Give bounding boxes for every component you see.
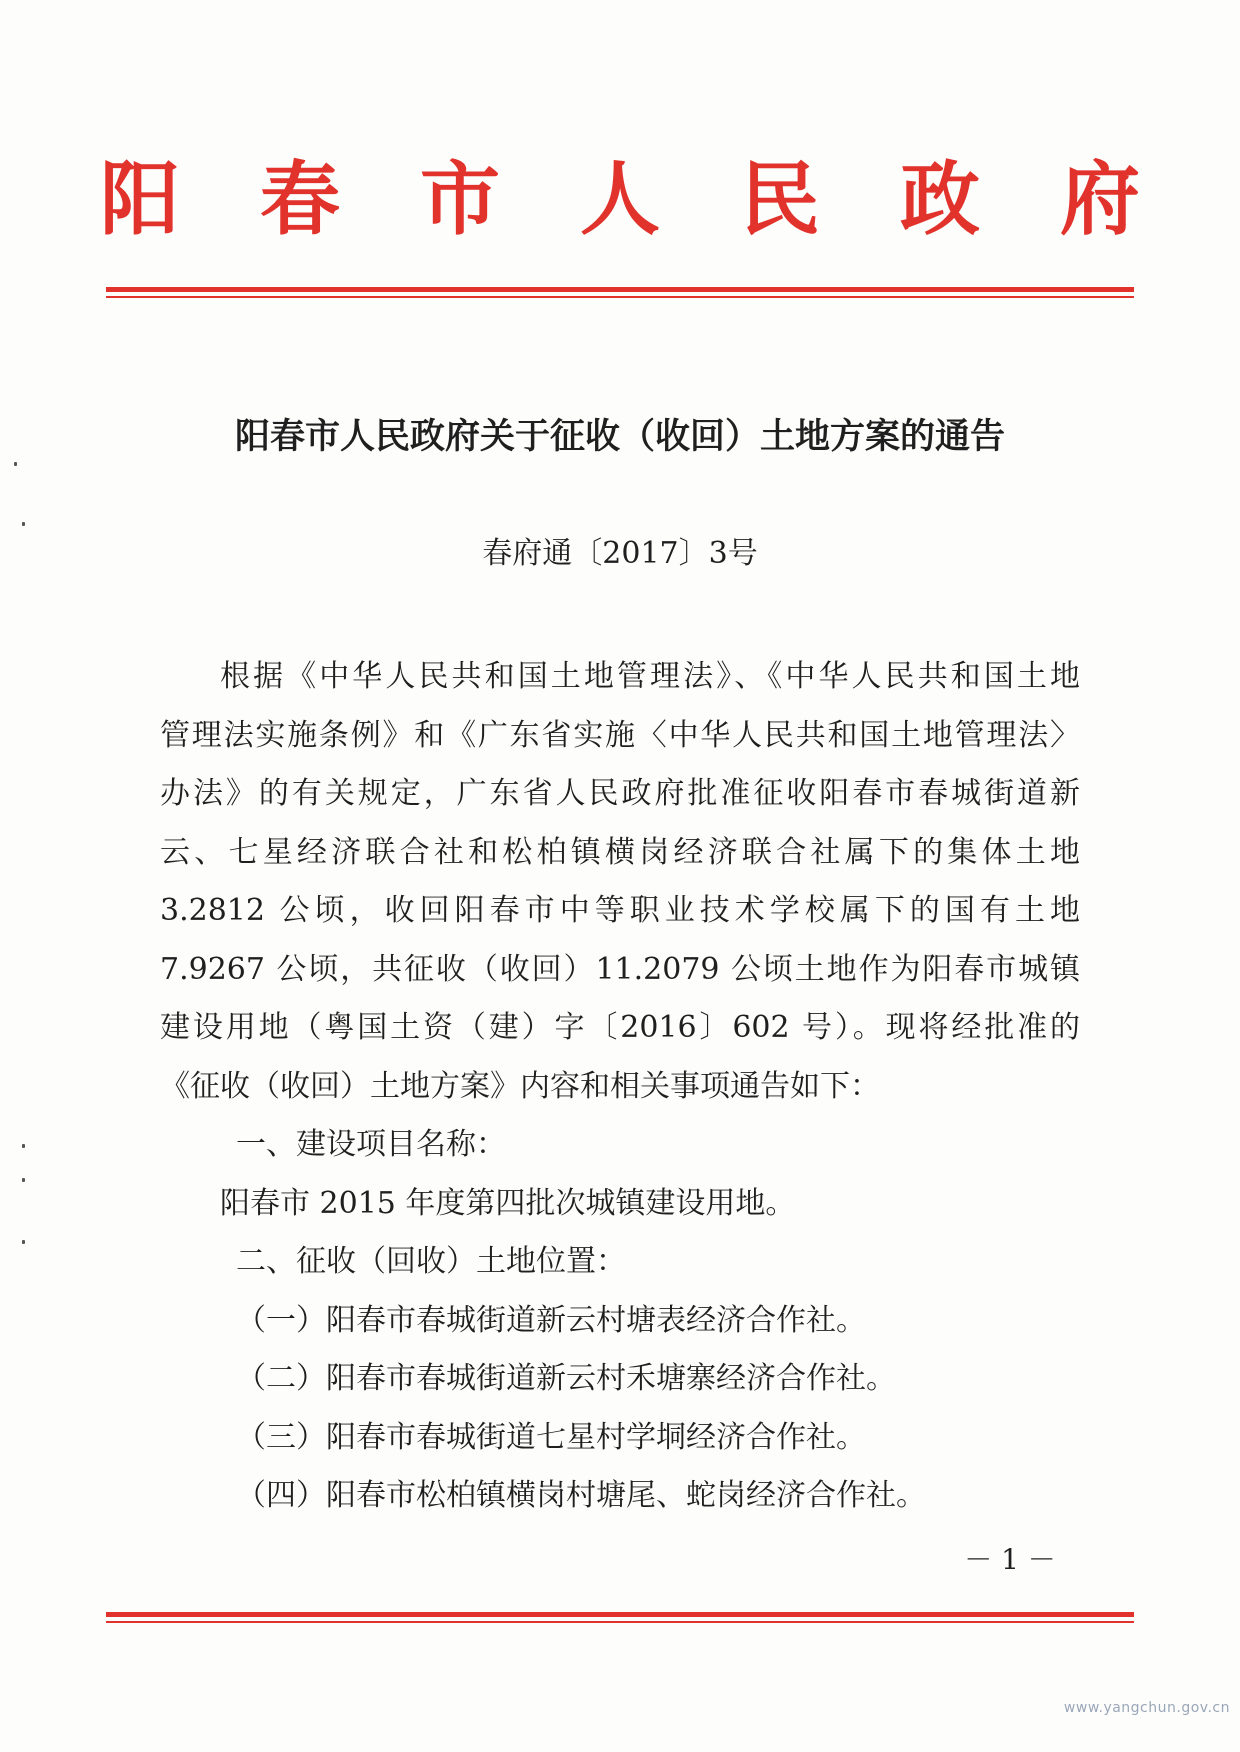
scan-speck <box>22 1240 25 1244</box>
section-heading: 二、征收（回收）土地位置： <box>236 1244 626 1279</box>
location-item: （四）阳春市松柏镇横岗村塘尾、蛇岗经济合作社。 <box>236 1478 926 1513</box>
paragraph-line: 云、七星经济联合社和松柏镇横岗经济联合社属下的集体土地 <box>160 834 1080 870</box>
scan-speck <box>22 1144 25 1148</box>
header-char: 春 <box>260 153 340 246</box>
issuer-header <box>100 150 1140 250</box>
header-char: 府 <box>1060 153 1140 246</box>
section-heading: 一、建设项目名称： <box>236 1127 506 1162</box>
header-char: 阳 <box>100 153 180 246</box>
scan-speck <box>22 1178 25 1182</box>
document-number: 春府通〔2017〕3号 <box>482 536 758 571</box>
paragraph-line: 7.9267 公顷，共征收（收回）11.2079 公顷土地作为阳春市城镇 <box>160 951 1080 987</box>
location-item: （三）阳春市春城街道七星村学垌经济合作社。 <box>236 1419 866 1455</box>
document-body <box>160 648 1080 1526</box>
header-rule-thin <box>106 296 1134 298</box>
page-number: － 1 － <box>964 1543 1056 1576</box>
scan-speck <box>22 522 25 526</box>
paragraph-line: 建设用地（粤国土资（建）字〔2016〕602 号）。现将经批准的 <box>160 1010 1080 1045</box>
header-char: 人 <box>580 153 660 246</box>
paragraph-line: 办法》的有关规定，广东省人民政府批准征收阳春市春城街道新 <box>160 776 1080 811</box>
paragraph-line: 管理法实施条例》和《广东省实施〈中华人民共和国土地管理法〉 <box>160 717 1080 753</box>
scan-speck <box>14 462 17 466</box>
paragraph-line: 根据《中华人民共和国土地管理法》、《中华人民共和国土地 <box>220 659 1080 694</box>
header-char: 政 <box>900 153 980 246</box>
header-char: 民 <box>740 153 820 246</box>
paragraph-line: 《征收（收回）土地方案》内容和相关事项通告如下： <box>160 1068 880 1104</box>
header-rule-thick <box>106 287 1134 292</box>
paragraph-line: 3.2812 公顷，收回阳春市中等职业技术学校属下的国有土地 <box>160 893 1080 928</box>
section-body: 阳春市 2015 年度第四批次城镇建设用地。 <box>220 1185 796 1221</box>
website-watermark: www.yangchun.gov.cn <box>1063 1700 1230 1716</box>
location-item: （一）阳春市春城街道新云村塘表经济合作社。 <box>236 1302 866 1338</box>
footer-rule-thick <box>106 1612 1134 1617</box>
location-item: （二）阳春市春城街道新云村禾塘寨经济合作社。 <box>236 1361 896 1396</box>
header-char: 市 <box>420 153 500 246</box>
footer-rule-thin <box>106 1621 1134 1623</box>
document-title: 阳春市人民政府关于征收（收回）土地方案的通告 <box>234 417 1005 457</box>
